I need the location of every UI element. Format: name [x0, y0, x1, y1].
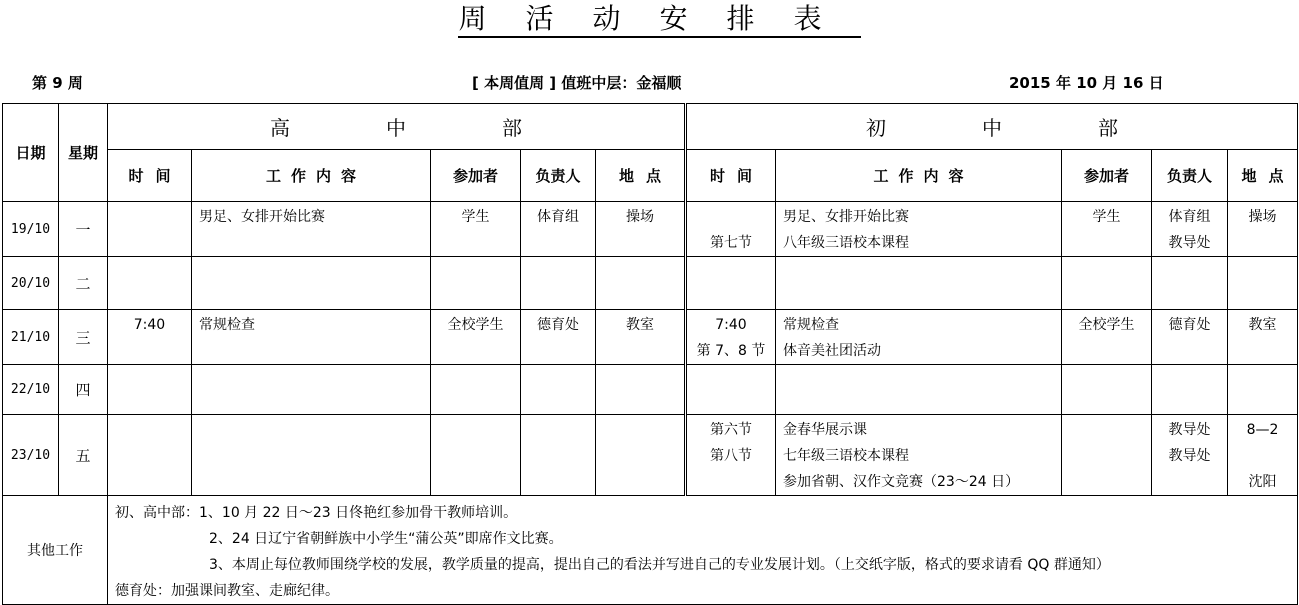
junior-time-cell	[686, 415, 776, 496]
junior-time-line	[687, 204, 775, 230]
senior-participants-header: 参加者	[431, 150, 521, 202]
junior-content-line: 体音美社团活动	[783, 343, 881, 359]
other-work-content	[108, 496, 1298, 605]
junior-participants-line: 学生	[1092, 209, 1121, 225]
senior-participants-line	[431, 367, 520, 393]
row-weekday: 五	[59, 415, 108, 496]
senior-owner-cell	[521, 310, 596, 365]
junior-participants-line: 全校学生	[1078, 317, 1135, 333]
senior-time-line	[108, 367, 191, 393]
junior-content-cell	[776, 202, 1062, 257]
senior-place-cell	[596, 202, 686, 257]
row-weekday: 三	[59, 310, 108, 365]
junior-time-line: 第七节	[710, 235, 752, 251]
junior-participants-line	[1062, 417, 1151, 443]
junior-place-line: 沈阳	[1248, 474, 1277, 490]
senior-place-cell	[596, 415, 686, 496]
column-header-row	[3, 150, 1298, 202]
senior-owner-header: 负责人	[521, 150, 596, 202]
senior-owner-cell	[521, 415, 596, 496]
senior-place-line	[596, 367, 684, 393]
junior-time-cell	[686, 257, 776, 310]
senior-time-line	[108, 417, 191, 443]
junior-place-line	[1228, 443, 1297, 469]
senior-time-line	[108, 259, 191, 285]
other-work-line: 3、本周止每位教师围绕学校的发展，教学质量的提高，提出自己的看法并写进自己的专业发展计划。（上交纸字版，格式的要求请看 QQ 群通知）	[209, 557, 1110, 573]
senior-participants-line: 学生	[461, 209, 490, 225]
junior-owner-line: 教导处	[1168, 422, 1211, 438]
other-work-line: 2、24 日辽宁省朝鲜族中小学生“蒲公英”即席作文比赛。	[209, 531, 563, 547]
other-work-line: 德育处：加强课间教室、走廊纪律。	[115, 583, 339, 599]
row-weekday: 四	[59, 365, 108, 415]
junior-participants-header: 参加者	[1062, 150, 1152, 202]
junior-place-line: 教室	[1248, 317, 1277, 333]
senior-time-cell	[108, 202, 192, 257]
senior-time-cell	[108, 310, 192, 365]
senior-content-cell	[192, 202, 431, 257]
junior-content-cell	[776, 365, 1062, 415]
senior-time-cell	[108, 257, 192, 310]
senior-owner-cell	[521, 365, 596, 415]
row-date: 20/10	[3, 257, 59, 310]
weekday-header: 星期	[59, 104, 108, 202]
week-number: 第 9 周	[32, 74, 83, 92]
senior-time-line	[108, 204, 191, 230]
junior-owner-cell	[1152, 365, 1228, 415]
row-weekday: 二	[59, 257, 108, 310]
other-work-label: 其他工作	[3, 496, 108, 605]
other-work-line: 初、高中部：1、10 月 22 日～23 日佟艳红参加骨干教师培训。	[115, 505, 518, 521]
senior-content-cell	[192, 310, 431, 365]
junior-place-line: 操场	[1248, 209, 1277, 225]
senior-place-header: 地点	[596, 150, 686, 202]
issue-date: 2015 年 10 月 16 日	[1009, 74, 1164, 92]
senior-content-cell	[192, 365, 431, 415]
senior-participants-cell	[431, 415, 521, 496]
junior-owner-cell	[1152, 202, 1228, 257]
row-date: 22/10	[3, 365, 59, 415]
junior-content-line: 男足、女排开始比赛	[783, 209, 909, 225]
senior-content-line: 男足、女排开始比赛	[199, 209, 325, 225]
other-work-row	[3, 496, 1298, 605]
junior-content-line	[783, 367, 1061, 393]
senior-participants-cell	[431, 310, 521, 365]
junior-owner-cell	[1152, 310, 1228, 365]
senior-content-line	[199, 367, 430, 393]
junior-content-header: 工作内容	[776, 150, 1062, 202]
junior-participants-line	[1062, 259, 1151, 285]
senior-content-cell	[192, 257, 431, 310]
junior-owner-line: 教导处	[1168, 235, 1211, 251]
junior-section-header: 初 中 部	[686, 104, 1298, 150]
senior-place-line	[596, 259, 684, 285]
senior-content-cell	[192, 415, 431, 496]
junior-participants-cell	[1062, 257, 1152, 310]
junior-time-header: 时间	[686, 150, 776, 202]
junior-owner-line: 德育处	[1168, 317, 1211, 333]
junior-content-line: 七年级三语校本课程	[783, 448, 909, 464]
junior-content-cell	[776, 415, 1062, 496]
junior-content-cell	[776, 257, 1062, 310]
schedule-row	[3, 365, 1298, 415]
junior-participants-cell	[1062, 202, 1152, 257]
senior-place-cell	[596, 365, 686, 415]
junior-time-cell	[686, 365, 776, 415]
junior-content-line: 常规检查	[783, 317, 839, 333]
junior-owner-cell	[1152, 415, 1228, 496]
row-date: 19/10	[3, 202, 59, 257]
junior-content-line: 八年级三语校本课程	[783, 235, 909, 251]
junior-content-line: 参加省朝、汉作文竞赛（23～24 日）	[783, 474, 1020, 490]
junior-content-line: 金春华展示课	[783, 422, 867, 438]
junior-time-cell	[686, 202, 776, 257]
senior-content-line: 常规检查	[199, 317, 255, 333]
senior-time-line: 7:40	[133, 317, 166, 333]
senior-participants-cell	[431, 257, 521, 310]
senior-owner-line: 德育处	[537, 317, 579, 333]
schedule-row	[3, 202, 1298, 257]
junior-time-line	[687, 259, 775, 285]
senior-content-line	[199, 417, 430, 443]
senior-time-cell	[108, 365, 192, 415]
row-date: 23/10	[3, 415, 59, 496]
date-header: 日期	[3, 104, 59, 202]
junior-participants-cell	[1062, 415, 1152, 496]
junior-content-cell	[776, 310, 1062, 365]
schedule-row	[3, 257, 1298, 310]
junior-place-cell	[1228, 202, 1298, 257]
senior-owner-line	[521, 367, 595, 393]
row-weekday: 一	[59, 202, 108, 257]
page-title	[0, 2, 1299, 38]
senior-place-line	[596, 417, 684, 443]
senior-place-cell	[596, 257, 686, 310]
schedule-row	[3, 310, 1298, 365]
schedule-table	[2, 103, 1298, 605]
schedule-row	[3, 415, 1298, 496]
junior-place-line: 8—2	[1246, 422, 1279, 438]
senior-participants-line	[431, 259, 520, 285]
junior-owner-cell	[1152, 257, 1228, 310]
senior-content-header: 工作内容	[192, 150, 431, 202]
senior-participants-line: 全校学生	[447, 317, 504, 333]
junior-participants-cell	[1062, 310, 1152, 365]
junior-time-cell	[686, 310, 776, 365]
junior-place-header: 地点	[1228, 150, 1298, 202]
senior-place-line: 操场	[626, 209, 654, 225]
senior-owner-cell	[521, 202, 596, 257]
junior-place-cell	[1228, 415, 1298, 496]
senior-content-line	[199, 259, 430, 285]
junior-time-line: 7:40	[715, 317, 747, 333]
junior-owner-line: 教导处	[1168, 448, 1211, 464]
senior-owner-cell	[521, 257, 596, 310]
senior-owner-line	[521, 417, 595, 443]
junior-place-cell	[1228, 257, 1298, 310]
senior-place-line: 教室	[626, 317, 654, 333]
junior-owner-line	[1152, 259, 1227, 285]
senior-participants-line	[431, 417, 520, 443]
junior-place-line	[1228, 367, 1297, 393]
junior-participants-line	[1062, 367, 1151, 393]
row-date: 21/10	[3, 310, 59, 365]
junior-content-line	[783, 259, 1061, 285]
senior-participants-cell	[431, 202, 521, 257]
senior-place-cell	[596, 310, 686, 365]
junior-place-cell	[1228, 365, 1298, 415]
junior-owner-line: 体育组	[1168, 209, 1211, 225]
duty-officer: [ 本周值周 ] 值班中层：金福顺	[472, 74, 682, 92]
senior-owner-line	[521, 259, 595, 285]
junior-time-line: 第 7、8 节	[696, 343, 766, 359]
junior-time-line: 第六节	[710, 422, 752, 438]
page-title-text: 周活动安排表	[458, 2, 860, 38]
junior-time-line: 第八节	[710, 448, 752, 464]
senior-time-header: 时间	[108, 150, 192, 202]
junior-place-cell	[1228, 310, 1298, 365]
senior-owner-line: 体育组	[537, 209, 579, 225]
section-header-row	[3, 104, 1298, 150]
senior-participants-cell	[431, 365, 521, 415]
junior-participants-cell	[1062, 365, 1152, 415]
junior-time-line	[687, 367, 775, 393]
junior-place-line	[1228, 259, 1297, 285]
junior-owner-header: 负责人	[1152, 150, 1228, 202]
senior-time-cell	[108, 415, 192, 496]
senior-section-header: 高 中 部	[108, 104, 686, 150]
junior-owner-line	[1152, 367, 1227, 393]
